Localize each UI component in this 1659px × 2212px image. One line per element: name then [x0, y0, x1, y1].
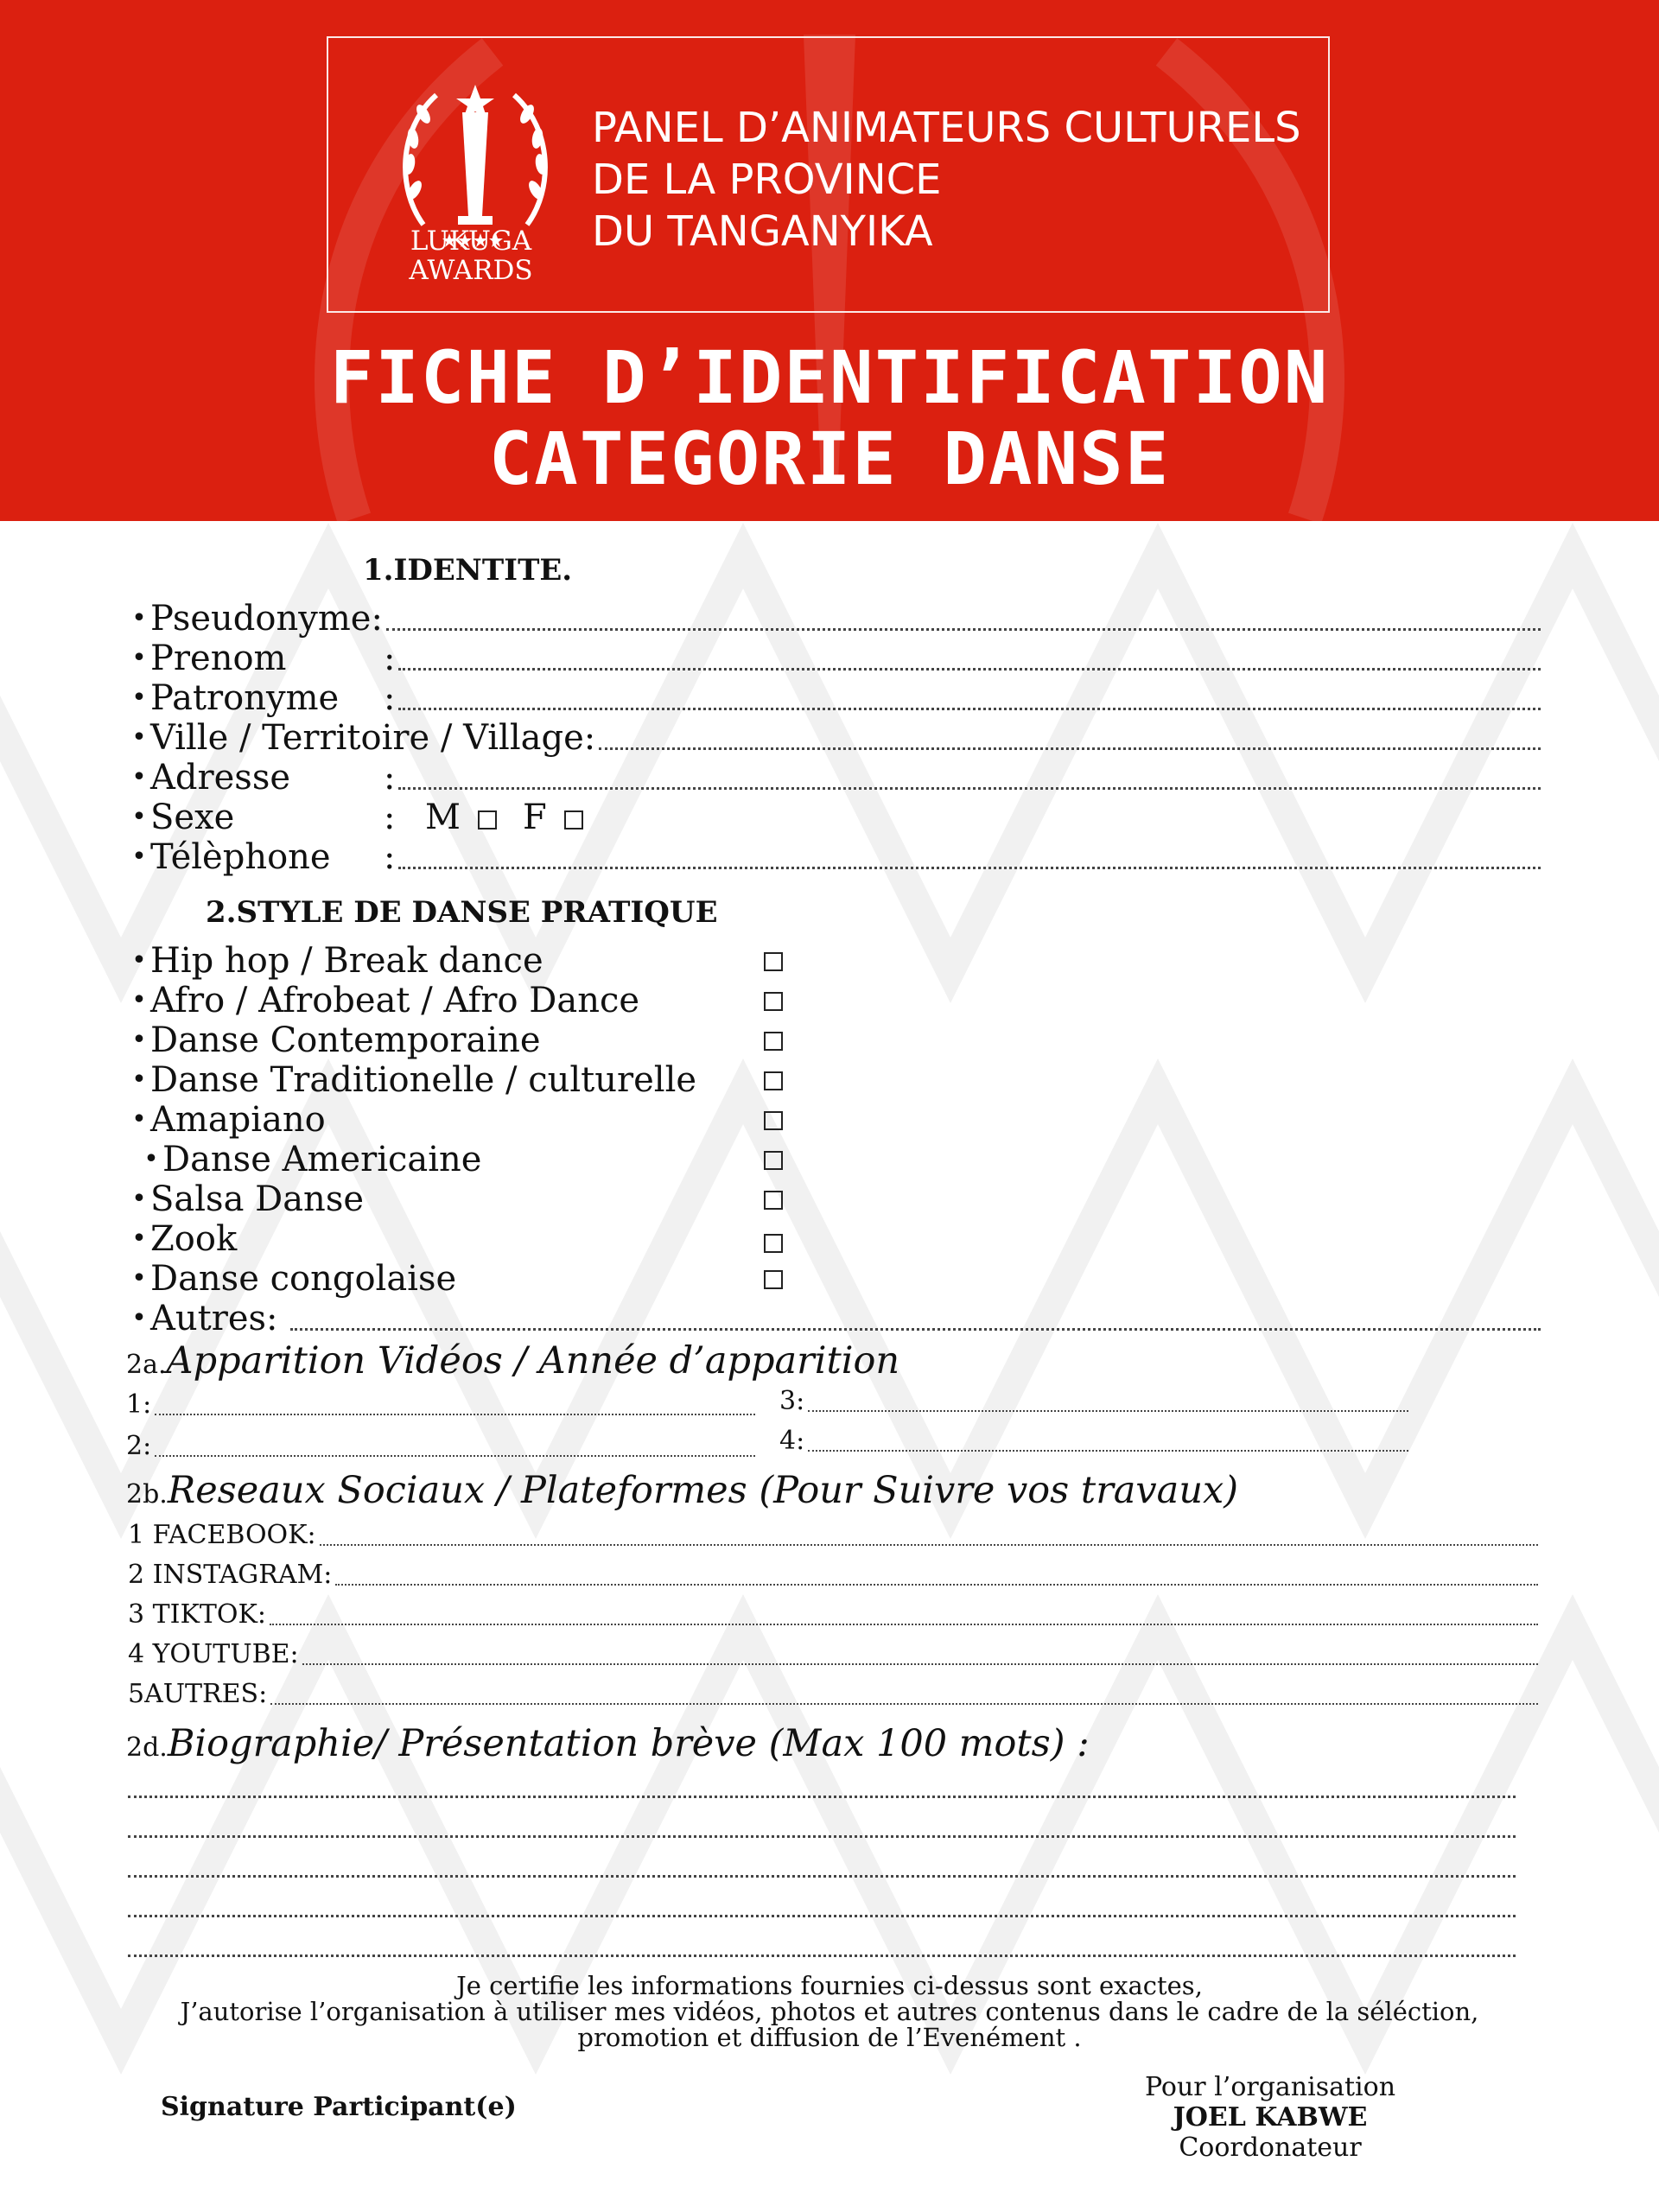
- coordinator-name: JOEL KABWE: [1173, 2102, 1368, 2133]
- field-autres-danse[interactable]: • Autres:: [128, 1300, 1541, 1338]
- danse-checkbox[interactable]: [764, 1191, 783, 1210]
- danse-item: • Afro / Afrobeat / Afro Dance: [131, 981, 640, 1020]
- danse-checkbox[interactable]: [764, 1111, 783, 1130]
- dotted-input-line[interactable]: [290, 1328, 1541, 1331]
- field-label: Adresse: [150, 758, 291, 798]
- danse-item: • Danse Traditionelle / culturelle: [131, 1060, 697, 1100]
- danse-item: • Danse congolaise: [131, 1259, 457, 1299]
- danse-item: • Danse Contemporaine: [131, 1020, 541, 1060]
- field-prenom[interactable]: • Prenom :: [128, 639, 1541, 677]
- certification-text: Je certifie les informations fournies ci-dessus sont exactes, J’autorise l’organisation à utiliser mes vidéos, photos et autres contenus dans le cadre de la séléction, promotion et diffusion de l’Evenément .: [180, 1971, 1479, 2052]
- danse-item: • Amapiano: [131, 1100, 326, 1140]
- bio-line[interactable]: [128, 1796, 1516, 1798]
- dotted-input-line[interactable]: [599, 747, 1541, 750]
- field-label: Pseudonyme:: [150, 599, 383, 639]
- field-label: Ville / Territoire / Village:: [150, 718, 596, 758]
- dotted-input-line[interactable]: [398, 668, 1541, 671]
- danse-item: • Salsa Danse: [131, 1179, 365, 1219]
- reseau-instagram[interactable]: 2 INSTAGRAM:: [128, 1560, 1538, 1591]
- bio-heading: 2d.Biographie/ Présentation brève (Max 100 mots) :: [126, 1722, 1090, 1765]
- bio-line[interactable]: [128, 1875, 1516, 1878]
- videos-heading: 2a.Apparition Vidéos / Année d’apparition: [126, 1339, 900, 1382]
- dotted-input-line[interactable]: [398, 787, 1541, 790]
- field-telephone[interactable]: • Télèphone :: [128, 838, 1541, 876]
- field-label: Sexe: [150, 798, 235, 837]
- section-identite-title: 1.IDENTITE.: [363, 553, 573, 588]
- field-ville[interactable]: • Ville / Territoire / Village:: [128, 719, 1541, 757]
- field-sexe: • Sexe : M F: [128, 798, 1541, 836]
- section-style-title: 2.STYLE DE DANSE PRATIQUE: [206, 895, 718, 930]
- bio-line[interactable]: [128, 1955, 1516, 1957]
- field-label: Prenom: [150, 639, 287, 678]
- reseau-youtube[interactable]: 4 YOUTUBE:: [128, 1639, 1538, 1670]
- video-slot-4[interactable]: 4:: [779, 1426, 1408, 1457]
- signature-participant: Signature Participant(e): [161, 2092, 517, 2122]
- coordinator-role: Coordonateur: [1179, 2133, 1362, 2163]
- reseaux-heading: 2b.Reseaux Sociaux / Plateformes (Pour Suivre vos travaux): [126, 1469, 1239, 1512]
- danse-checkbox[interactable]: [764, 1270, 783, 1289]
- danse-checkbox[interactable]: [764, 1032, 783, 1051]
- bio-line[interactable]: [128, 1915, 1516, 1917]
- sexe-f-label: F: [522, 798, 547, 837]
- sexe-f-checkbox[interactable]: [564, 810, 583, 830]
- video-slot-2[interactable]: 2:: [126, 1431, 755, 1462]
- logo-text: LUKUGA AWARDS: [409, 226, 533, 286]
- danse-checkbox[interactable]: [764, 1151, 783, 1170]
- reseau-tiktok[interactable]: 3 TIKTOK:: [128, 1599, 1538, 1630]
- video-slot-3[interactable]: 3:: [779, 1386, 1408, 1417]
- danse-checkbox[interactable]: [764, 992, 783, 1011]
- danse-checkbox[interactable]: [764, 1071, 783, 1090]
- bio-line[interactable]: [128, 1835, 1516, 1838]
- dotted-input-line[interactable]: [398, 708, 1541, 710]
- reseau-autres[interactable]: 5AUTRES:: [128, 1679, 1538, 1710]
- field-patronyme[interactable]: • Patronyme :: [128, 679, 1541, 717]
- field-pseudonyme[interactable]: • Pseudonyme:: [128, 600, 1541, 638]
- field-label: Autres:: [150, 1299, 278, 1338]
- dotted-input-line[interactable]: [398, 867, 1541, 869]
- danse-item: • Danse Americaine: [143, 1140, 482, 1179]
- sexe-m-label: M: [425, 798, 461, 837]
- danse-checkbox[interactable]: [764, 952, 783, 971]
- field-label: Télèphone: [150, 837, 331, 877]
- panel-title: PANEL D’ANIMATEURS CULTURELS DE LA PROVINCE DU TANGANYIKA: [592, 104, 1301, 256]
- field-adresse[interactable]: • Adresse :: [128, 759, 1541, 797]
- dotted-input-line[interactable]: [386, 628, 1541, 631]
- danse-checkbox[interactable]: [764, 1234, 783, 1253]
- reseau-facebook[interactable]: 1 FACEBOOK:: [128, 1520, 1538, 1551]
- sexe-m-checkbox[interactable]: [478, 810, 497, 830]
- form-title: FICHE D’IDENTIFICATION CATEGORIE DANSE: [329, 335, 1330, 501]
- video-slot-1[interactable]: 1:: [126, 1389, 755, 1421]
- organisation-block: Pour l’organisation JOEL KABWE Coordonateur: [1123, 2072, 1417, 2163]
- field-label: Patronyme: [150, 678, 340, 718]
- danse-item: • Zook: [131, 1219, 238, 1259]
- danse-item: • Hip hop / Break dance: [131, 941, 543, 981]
